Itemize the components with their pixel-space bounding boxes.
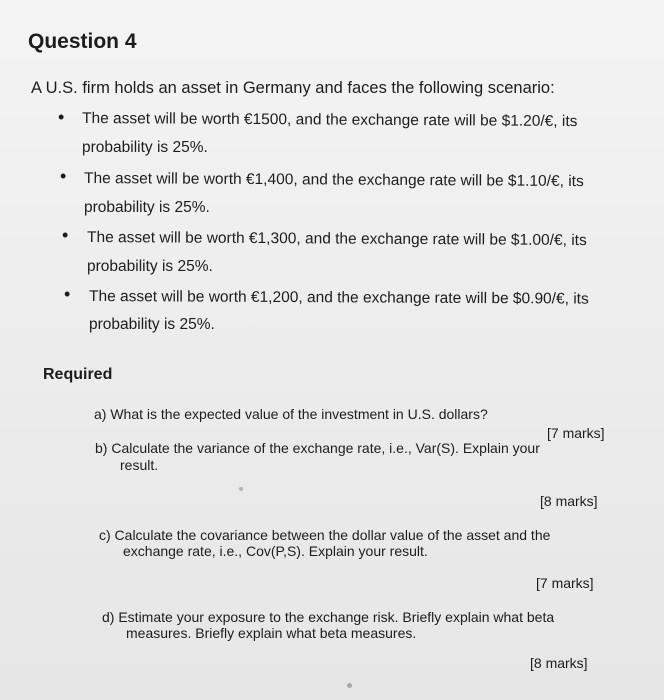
scenario-line: probability is 25%. xyxy=(89,316,215,333)
scenario-line: The asset will be worth €1,200, and the exchange rate will be $0.90/€, its xyxy=(88,288,589,308)
part-line: c) Calculate the covariance between the dollar value of the asset and the xyxy=(99,527,551,543)
bullet-icon: • xyxy=(58,107,65,127)
part-line: a) What is the expected value of the investment in U.S. dollars? xyxy=(94,406,488,422)
bullet-icon: • xyxy=(64,284,71,304)
question-intro: A U.S. firm holds an asset in Germany and faces the following scenario: xyxy=(31,79,555,97)
bullet-icon: • xyxy=(60,166,67,186)
scenario-line: The asset will be worth €1,300, and the exchange rate will be $1.00/€, its xyxy=(86,229,587,250)
part-marks: [8 marks] xyxy=(530,655,588,671)
part-marks: [7 marks] xyxy=(547,425,605,441)
scenario-line: probability is 25%. xyxy=(87,258,213,275)
paper-speck xyxy=(239,487,243,491)
part-line: result. xyxy=(120,457,159,473)
bullet-icon: • xyxy=(62,225,69,245)
part-marks: [7 marks] xyxy=(536,575,594,591)
part-line: d) Estimate your exposure to the exchange risk. Briefly explain what beta xyxy=(102,609,555,625)
scenario-line: probability is 25%. xyxy=(84,199,210,216)
part-marks: [8 marks] xyxy=(540,493,598,509)
paper-speck xyxy=(347,683,352,688)
scenario-line: probability is 25%. xyxy=(82,139,208,156)
required-heading: Required xyxy=(43,366,113,383)
scenario-line: The asset will be worth €1500, and the exchange rate will be $1.20/€, its xyxy=(81,110,578,131)
question-title: Question 4 xyxy=(28,30,137,53)
part-line: measures. Briefly explain what beta measures. xyxy=(126,625,417,641)
scenario-line: The asset will be worth €1,400, and the exchange rate will be $1.10/€, its xyxy=(83,170,584,191)
part-line: exchange rate, i.e., Cov(P,S). Explain your result. xyxy=(123,543,428,559)
part-line: b) Calculate the variance of the exchange rate, i.e., Var(S). Explain your xyxy=(95,440,540,456)
